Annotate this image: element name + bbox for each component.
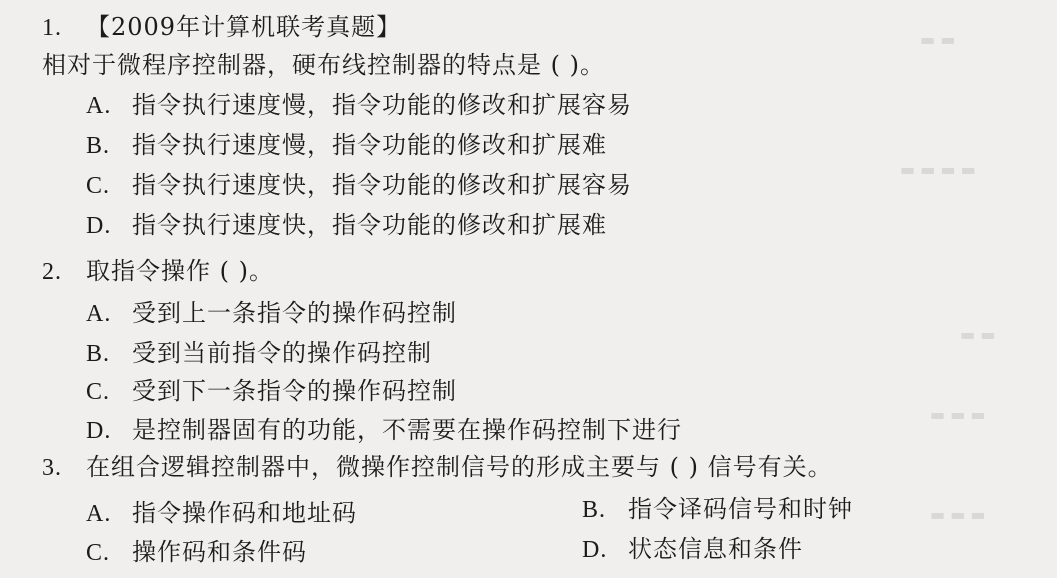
option-text: 状态信息和条件 (628, 535, 803, 563)
question-source-tag: 【2009年计算机联考真题】 (86, 13, 402, 41)
question-1-stem: 相对于微程序控制器，硬布线控制器的特点是 ( )。 (42, 51, 605, 79)
option-b (86, 130, 607, 161)
option-letter: B. (86, 341, 111, 367)
option-c (86, 376, 457, 407)
question-number: 3. (42, 455, 62, 481)
option-b (582, 494, 853, 525)
option-text: 指令译码信号和时钟 (628, 495, 853, 523)
question-number: 1. (42, 15, 62, 41)
question-text: 在组合逻辑控制器中，微操作控制信号的形成主要与 ( ) 信号有关。 (86, 453, 833, 481)
bleed-through-mark: ▬ ▬ ▬ (930, 405, 986, 424)
option-c (86, 537, 307, 568)
option-letter: C. (86, 173, 111, 199)
option-text: 指令执行速度慢，指令功能的修改和扩展容易 (132, 91, 632, 119)
option-d (86, 415, 682, 446)
bleed-through-mark: ▬ ▬ ▬ (930, 505, 986, 524)
option-d (582, 534, 803, 565)
bleed-through-mark: ▬ ▬ ▬ ▬ (900, 160, 976, 179)
option-letter: D. (582, 537, 608, 563)
option-b (86, 338, 432, 369)
question-2-stem (42, 256, 274, 287)
option-letter: B. (86, 133, 111, 159)
option-d (86, 210, 607, 241)
option-a (86, 90, 632, 121)
question-text: 取指令操作 ( )。 (86, 257, 274, 285)
question-3-stem (42, 452, 833, 483)
option-letter: D. (86, 213, 112, 239)
option-letter: D. (86, 418, 112, 444)
option-letter: A. (86, 501, 112, 527)
option-letter: A. (86, 93, 112, 119)
option-text: 指令操作码和地址码 (132, 499, 357, 527)
option-a (86, 498, 357, 529)
option-text: 指令执行速度快，指令功能的修改和扩展容易 (132, 171, 632, 199)
option-text: 是控制器固有的功能，不需要在操作码控制下进行 (132, 416, 682, 444)
option-letter: C. (86, 540, 111, 566)
option-text: 受到当前指令的操作码控制 (132, 339, 432, 367)
option-letter: B. (582, 497, 607, 523)
option-text: 受到上一条指令的操作码控制 (132, 299, 457, 327)
option-text: 受到下一条指令的操作码控制 (132, 377, 457, 405)
bleed-through-mark: ▬ ▬ (960, 325, 996, 344)
question-number: 2. (42, 259, 62, 285)
bleed-through-mark: ▬ ▬ (920, 30, 956, 49)
option-letter: A. (86, 301, 112, 327)
option-a (86, 298, 457, 329)
option-text: 指令执行速度慢，指令功能的修改和扩展难 (132, 131, 607, 159)
option-letter: C. (86, 379, 111, 405)
option-text: 操作码和条件码 (132, 538, 307, 566)
question-1-header (42, 12, 401, 43)
option-c (86, 170, 632, 201)
option-text: 指令执行速度快，指令功能的修改和扩展难 (132, 211, 607, 239)
